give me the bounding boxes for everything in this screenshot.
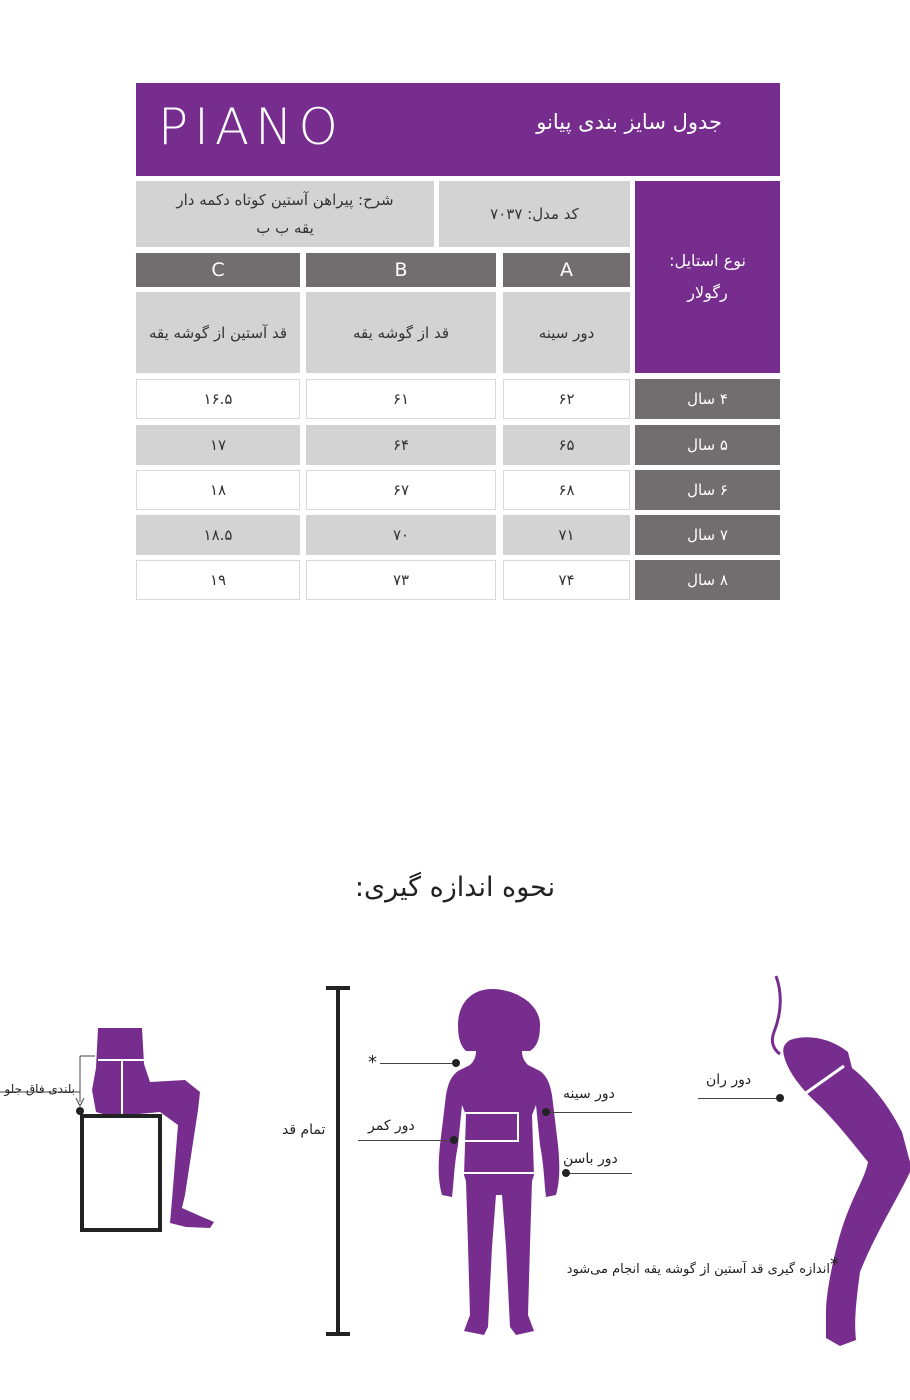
- row-4-b: ۷۰: [306, 515, 496, 555]
- row-5-a: ۷۴: [503, 560, 630, 600]
- sleeve-note-star: *: [830, 1254, 839, 1275]
- chest-pointer-line: [548, 1112, 632, 1113]
- child-figure-icon: [430, 985, 570, 1345]
- row-5-size: ۸ سال: [635, 560, 780, 600]
- brand-logo: PIANO: [158, 98, 344, 156]
- row-2-c: ۱۷: [136, 425, 300, 465]
- column-label-a: دور سینه: [503, 292, 630, 373]
- row-2-a: ۶۵: [503, 425, 630, 465]
- hip-label: دور باسن: [563, 1151, 618, 1167]
- leg-figure-icon: [760, 972, 910, 1352]
- description-cell: [136, 181, 434, 247]
- chest-pointer-dot: [542, 1108, 550, 1116]
- row-1-size: ۴ سال: [635, 379, 780, 419]
- row-3-size: ۶ سال: [635, 470, 780, 510]
- row-4-a: ۷۱: [503, 515, 630, 555]
- hip-pointer-line: [566, 1173, 632, 1174]
- chest-label: دور سینه: [563, 1086, 615, 1102]
- row-3-a: ۶۸: [503, 470, 630, 510]
- model-code-cell: کد مدل: ۷۰۳۷: [439, 181, 630, 247]
- waist-pointer-dot: [450, 1136, 458, 1144]
- row-2-b: ۶۴: [306, 425, 496, 465]
- row-1-c: ۱۶.۵: [136, 379, 300, 419]
- column-letter-b: B: [306, 253, 496, 287]
- seated-figure-icon: [0, 1020, 230, 1240]
- table-title: جدول سایز بندی پیانو: [536, 110, 722, 134]
- row-4-size: ۷ سال: [635, 515, 780, 555]
- style-label: نوع استایل:: [669, 251, 746, 270]
- column-label-c: قد آستین از گوشه یقه: [136, 292, 300, 373]
- row-2-size: ۵ سال: [635, 425, 780, 465]
- style-value: رگولار: [687, 283, 728, 302]
- row-5-c: ۱۹: [136, 560, 300, 600]
- row-3-b: ۶۷: [306, 470, 496, 510]
- column-letter-c: C: [136, 253, 300, 287]
- height-bar-icon: [322, 985, 354, 1337]
- thigh-pointer-dot: [776, 1094, 784, 1102]
- measure-title: نحوه اندازه گیری:: [354, 872, 556, 903]
- thigh-pointer-line: [698, 1098, 778, 1099]
- full-height-label: تمام قد: [282, 1122, 326, 1138]
- front-thigh-label: بلندی فاق جلو: [4, 1082, 75, 1096]
- neck-star-label: *: [368, 1052, 377, 1073]
- row-3-c: ۱۸: [136, 470, 300, 510]
- description-line-1: شرح: پیراهن آستین کوتاه دکمه دار: [176, 191, 394, 209]
- row-5-b: ۷۳: [306, 560, 496, 600]
- description-line-2: یقه ب ب: [256, 219, 314, 237]
- style-cell: [635, 181, 780, 373]
- column-label-b: قد از گوشه یقه: [306, 292, 496, 373]
- waist-label: دور کمر: [368, 1118, 415, 1134]
- row-1-a: ۶۲: [503, 379, 630, 419]
- neck-pointer-dot: [452, 1059, 460, 1067]
- row-4-c: ۱۸.۵: [136, 515, 300, 555]
- hip-pointer-dot: [562, 1169, 570, 1177]
- neck-pointer-line: [380, 1063, 452, 1064]
- waist-pointer-line: [358, 1140, 450, 1141]
- column-letter-a: A: [503, 253, 630, 287]
- row-1-b: ۶۱: [306, 379, 496, 419]
- sleeve-note: اندازه گیری قد آستین از گوشه یقه انجام می‌شود: [566, 1262, 830, 1277]
- thigh-label: دور ران: [706, 1072, 752, 1088]
